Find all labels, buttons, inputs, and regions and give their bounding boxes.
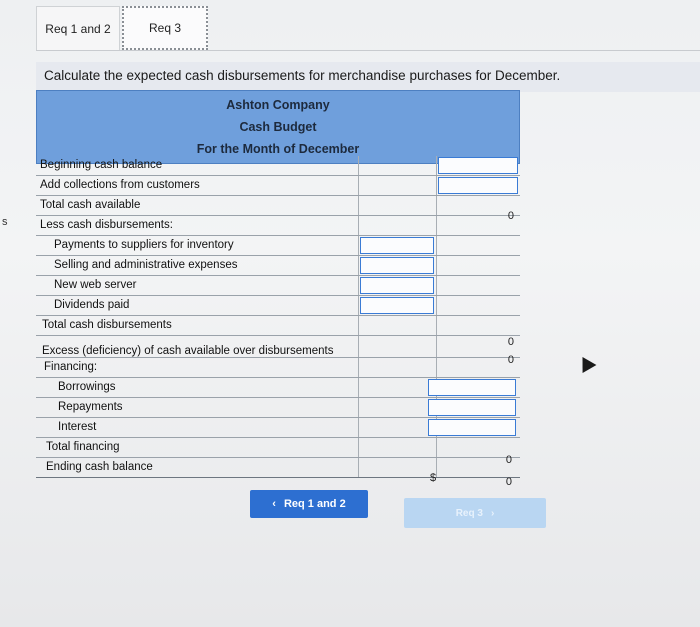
tab-req-3[interactable]: Req 3 xyxy=(122,6,208,50)
repayments-input[interactable] xyxy=(428,399,516,416)
row-beginning-cash xyxy=(36,156,520,176)
tab-req-1-and-2[interactable]: Req 1 and 2 xyxy=(36,6,120,50)
row-new-web-server xyxy=(36,276,520,296)
mouse-cursor-icon xyxy=(576,353,597,373)
excess-deficiency-value: 0 xyxy=(507,354,514,366)
prev-button-label: Req 1 and 2 xyxy=(283,498,346,510)
total-disbursements-value: 0 xyxy=(507,336,514,348)
row-label: Selling and administrative expenses xyxy=(54,259,238,271)
row-dividends-paid xyxy=(36,296,520,316)
row-label: Payments to suppliers for inventory xyxy=(54,239,234,251)
row-borrowings xyxy=(36,378,520,398)
row-label: Beginning cash balance xyxy=(40,159,163,171)
next-button-label: Req 3 xyxy=(455,507,483,519)
dividends-paid-input[interactable] xyxy=(360,297,434,314)
row-label: Ending cash balance xyxy=(46,461,153,473)
next-button[interactable] xyxy=(404,498,546,528)
row-label: New web server xyxy=(54,279,137,291)
row-selling-admin xyxy=(36,256,520,276)
row-collections xyxy=(36,176,520,196)
instruction-text: Calculate the expected cash disbursements for merchandise purchases for December. xyxy=(36,62,700,92)
row-label: Interest xyxy=(58,421,97,433)
row-less-disbursements xyxy=(36,216,520,236)
borrowings-input[interactable] xyxy=(428,379,516,396)
row-excess-deficiency xyxy=(36,336,520,366)
beginning-cash-input[interactable] xyxy=(438,157,518,174)
row-label: Dividends paid xyxy=(54,299,130,311)
total-financing-value: 0 xyxy=(505,454,512,466)
currency-symbol: $ xyxy=(430,472,437,484)
row-total-cash-available xyxy=(36,196,520,222)
new-web-server-input[interactable] xyxy=(360,277,434,294)
budget-title: Cash Budget xyxy=(239,120,317,134)
row-label: Total financing xyxy=(46,441,120,453)
row-label: Repayments xyxy=(58,401,123,413)
prev-button[interactable] xyxy=(250,490,368,518)
company-name: Ashton Company xyxy=(226,98,330,112)
chevron-left-icon: ‹ xyxy=(272,498,276,510)
row-label: Less cash disbursements: xyxy=(40,219,173,231)
row-financing xyxy=(36,358,520,378)
interest-input[interactable] xyxy=(428,419,516,436)
row-payments-suppliers xyxy=(36,236,520,256)
chevron-right-icon: › xyxy=(490,507,495,519)
collections-input[interactable] xyxy=(438,177,518,194)
row-total-financing xyxy=(36,438,520,466)
row-label: Excess (deficiency) of cash available over disbursements xyxy=(42,345,334,357)
margin-letter: s xyxy=(2,216,8,228)
row-interest xyxy=(36,418,520,438)
row-label: Total cash available xyxy=(40,199,141,211)
row-ending-cash xyxy=(36,458,520,488)
row-label: Add collections from customers xyxy=(40,179,200,191)
payments-suppliers-input[interactable] xyxy=(360,237,434,254)
budget-period: For the Month of December xyxy=(196,142,360,156)
budget-header xyxy=(36,90,520,164)
selling-admin-input[interactable] xyxy=(360,257,434,274)
tab-divider xyxy=(36,50,700,51)
row-total-disbursements xyxy=(36,316,520,348)
row-label: Financing: xyxy=(44,361,98,373)
row-repayments xyxy=(36,398,520,418)
ending-cash-value: 0 xyxy=(505,476,512,488)
total-cash-available-value: 0 xyxy=(507,210,514,222)
row-label: Borrowings xyxy=(58,381,116,393)
row-label: Total cash disbursements xyxy=(42,319,172,331)
